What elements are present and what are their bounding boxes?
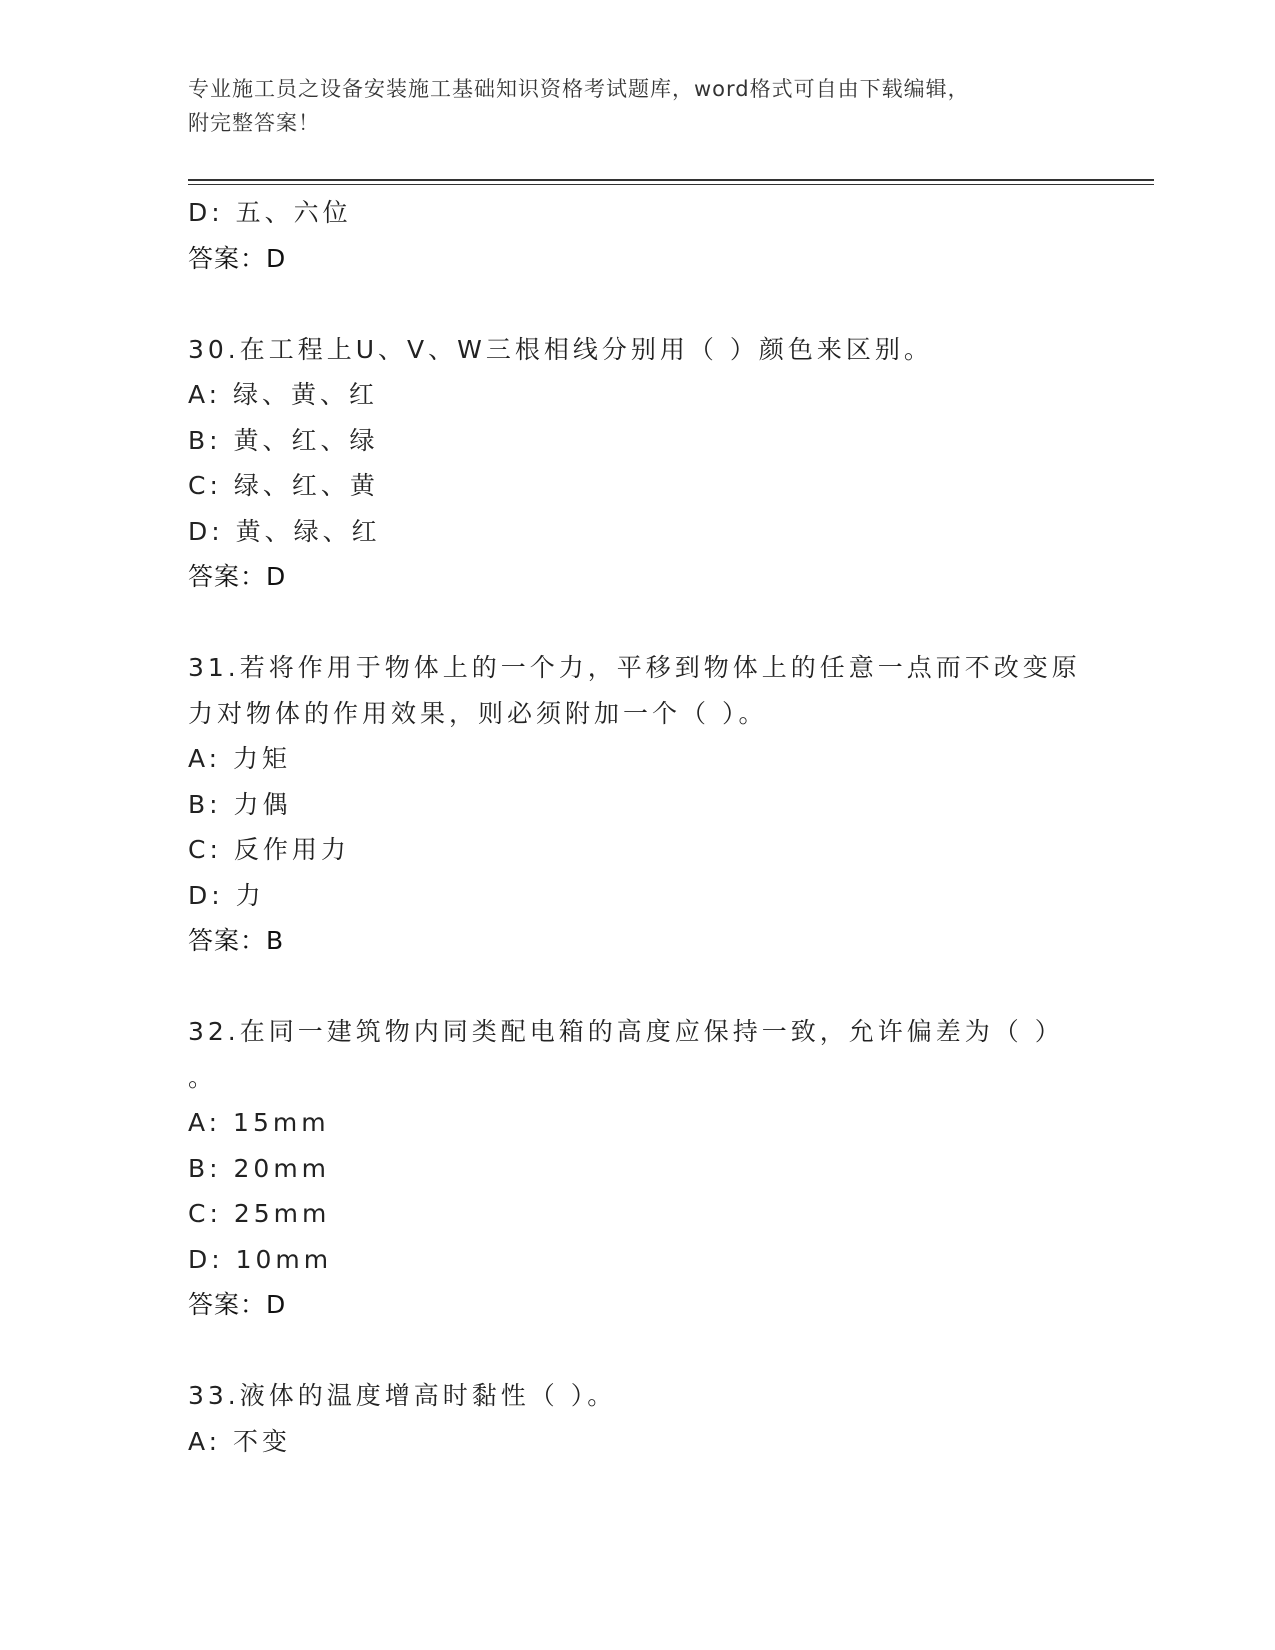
header-title-line-1: 专业施工员之设备安装施工基础知识资格考试题库，word格式可自由下载编辑， bbox=[188, 77, 970, 101]
spacer bbox=[188, 1328, 1088, 1374]
question-31-option-a: A: 力矩 bbox=[188, 744, 292, 773]
question-32-stem-line-2: 。 bbox=[188, 1062, 218, 1092]
question-33-stem: 33.液体的温度增高时黏性（ ）。 bbox=[188, 1381, 617, 1410]
header-divider-thin bbox=[188, 184, 1154, 185]
spacer bbox=[188, 964, 1088, 1010]
question-list bbox=[188, 190, 1088, 1464]
answer-line: 答案：D bbox=[188, 243, 287, 273]
question-31-answer: 答案：B bbox=[188, 926, 285, 955]
document-header bbox=[188, 72, 1088, 140]
question-32-answer: 答案：D bbox=[188, 1290, 287, 1319]
question-31-stem-line-2: 力对物体的作用效果，则必须附加一个（ ）。 bbox=[188, 698, 768, 728]
question-31-option-d: D: 力 bbox=[188, 880, 265, 910]
question-30-option-a: A: 绿、黄、红 bbox=[188, 380, 379, 409]
spacer bbox=[188, 600, 1088, 646]
spacer bbox=[188, 281, 1088, 327]
question-32-option-b: B: 20mm bbox=[188, 1153, 331, 1183]
question-30-stem: 30.在工程上U、V、W三根相线分别用（ ）颜色来区别。 bbox=[188, 334, 933, 364]
header-title-line-2: 附完整答案！ bbox=[188, 111, 320, 135]
question-30-option-b: B: 黄、红、绿 bbox=[188, 425, 379, 455]
question-30-answer: 答案：D bbox=[188, 562, 287, 591]
question-32-option-a: A: 15mm bbox=[188, 1108, 330, 1137]
option-d: D: 五、六位 bbox=[188, 198, 352, 227]
question-32-option-d: D: 10mm bbox=[188, 1244, 333, 1274]
header-divider-thick bbox=[188, 179, 1154, 181]
question-32-option-c: C: 25mm bbox=[188, 1199, 331, 1228]
question-33-option-a: A: 不变 bbox=[188, 1426, 292, 1456]
question-31-stem-line-1: 31.若将作用于物体上的一个力，平移到物体上的任意一点而不改变原 bbox=[188, 653, 1081, 682]
question-30-option-c: C: 绿、红、黄 bbox=[188, 471, 379, 500]
question-31-option-c: C: 反作用力 bbox=[188, 835, 350, 864]
question-30-option-d: D: 黄、绿、红 bbox=[188, 516, 381, 546]
question-31-option-b: B: 力偶 bbox=[188, 789, 292, 819]
question-32-stem-line-1: 32.在同一建筑物内同类配电箱的高度应保持一致，允许偏差为（ ） bbox=[188, 1017, 1064, 1046]
